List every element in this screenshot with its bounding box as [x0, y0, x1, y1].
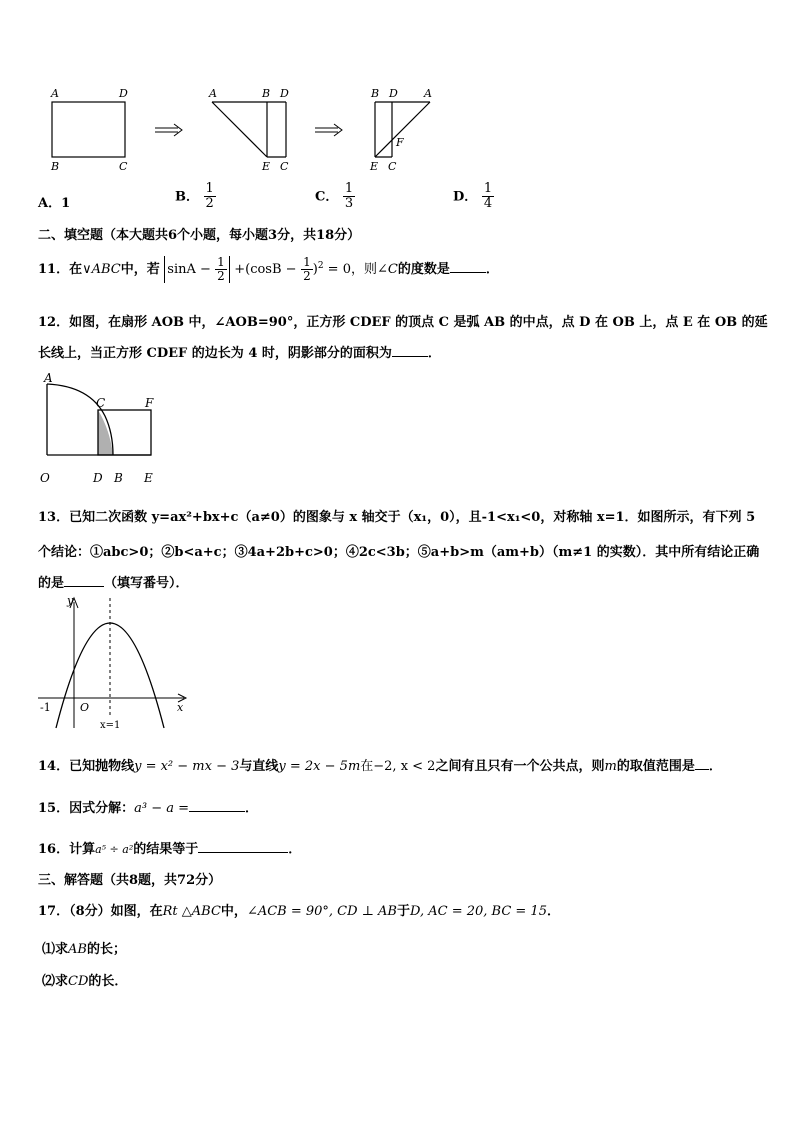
label-d: D [119, 87, 128, 100]
answer-blank[interactable] [198, 852, 288, 853]
question-14: 14．已知抛物线y = x² − mx − 3与直线y = 2x − 5m在−2, x < 2之间有且只有一个公共点，则m的取值范围是 ． [38, 759, 722, 774]
label-d: D [280, 87, 289, 100]
label-y: y [67, 594, 74, 607]
option-c[interactable]: C． $\frac{1}{3}$ [315, 181, 354, 212]
label-b: B [51, 160, 60, 173]
label-axis-x1: x=1 [100, 720, 121, 731]
question-17: 17．（8分）如图，在Rt △ABC中，∠ACB = 90°, CD ⊥ AB于D, AC = 20, BC = 15． [38, 904, 560, 919]
arrow-icon [155, 124, 182, 136]
label-x: x [177, 701, 184, 714]
label-b: B [371, 87, 380, 100]
label-o: O [80, 701, 90, 714]
label-a: A [209, 87, 217, 100]
option-a[interactable]: A．1 [38, 196, 71, 211]
question-12-line1: 12．如图，在扇形 AOB 中，∠AOB=90°，正方形 CDEF 的顶点 C 是弧 AB 的中点，点 D 在 OB 上，点 E 在 OB 的延 [38, 315, 768, 330]
sector-square-figure [38, 370, 168, 488]
transformation-figure [40, 82, 460, 174]
question-17-part2: ⑵求CD的长． [42, 974, 128, 989]
label-a: A [44, 371, 53, 385]
question-11: 11．在∨ABC中，若 sinA − $\frac{1}{2}$ +(cosB − $\frac{1}{2}$ )$^2$ = 0，则∠C的度数是 ． [38, 255, 499, 284]
label-b: B [262, 87, 271, 100]
answer-blank[interactable] [189, 811, 245, 812]
label-c: C [280, 160, 289, 173]
section-title-solve: 三、解答题（共8题，共72分） [38, 873, 222, 888]
label-d: D [389, 87, 398, 100]
option-b[interactable]: B． $\frac{1}{2}$ [175, 181, 214, 212]
label-o: O [40, 471, 50, 485]
label-f: F [145, 396, 154, 410]
label-a: A [51, 87, 59, 100]
label-f: F [396, 136, 404, 149]
answer-blank[interactable] [392, 356, 428, 357]
question-17-part1: ⑴求AB的长； [42, 942, 126, 957]
question-12-line2: 长线上，当正方形 CDEF 的边长为 4 时，阴影部分的面积为 ． [38, 346, 441, 361]
label-e: E [262, 160, 271, 173]
label-d: D [93, 471, 103, 485]
folded-figure [212, 102, 286, 157]
option-d[interactable]: D． $\frac{1}{4}$ [453, 181, 493, 212]
rectangle-abcd [52, 102, 125, 157]
label-b: B [114, 471, 123, 485]
parabola-graph [34, 594, 194, 736]
question-13-line3: 的是 （填写番号）． [38, 576, 189, 591]
question-13-line2: 个结论：①abc>0；②b<a+c；③4a+2b+c>0；④2c<3b；⑤a+b>m（am+b）（m≠1 的实数）．其中所有结论正确 [38, 545, 760, 560]
label-c: C [388, 160, 397, 173]
question-13-line1: 13．已知二次函数 y=ax²+bx+c（a≠0）的图象与 x 轴交于（x₁，0），且-1<x₁<0，对称轴 x=1．如图所示，有下列 5 [38, 510, 756, 525]
label-a: A [424, 87, 432, 100]
label-e: E [144, 471, 153, 485]
answer-blank[interactable] [450, 272, 486, 273]
label-e: E [370, 160, 379, 173]
answer-blank[interactable] [695, 769, 709, 770]
label-c: C [96, 396, 106, 410]
question-16: 16．计算a⁵ ÷ a²的结果等于 ． [38, 842, 302, 857]
label-c: C [119, 160, 128, 173]
answer-blank[interactable] [64, 586, 104, 587]
section-title-fill-blank: 二、填空题（本大题共6个小题，每小题3分，共18分） [38, 228, 361, 243]
label-minus-one: -1 [40, 701, 51, 714]
question-15: 15．因式分解：a³ − a = ． [38, 801, 259, 816]
arrow-icon [315, 124, 342, 136]
